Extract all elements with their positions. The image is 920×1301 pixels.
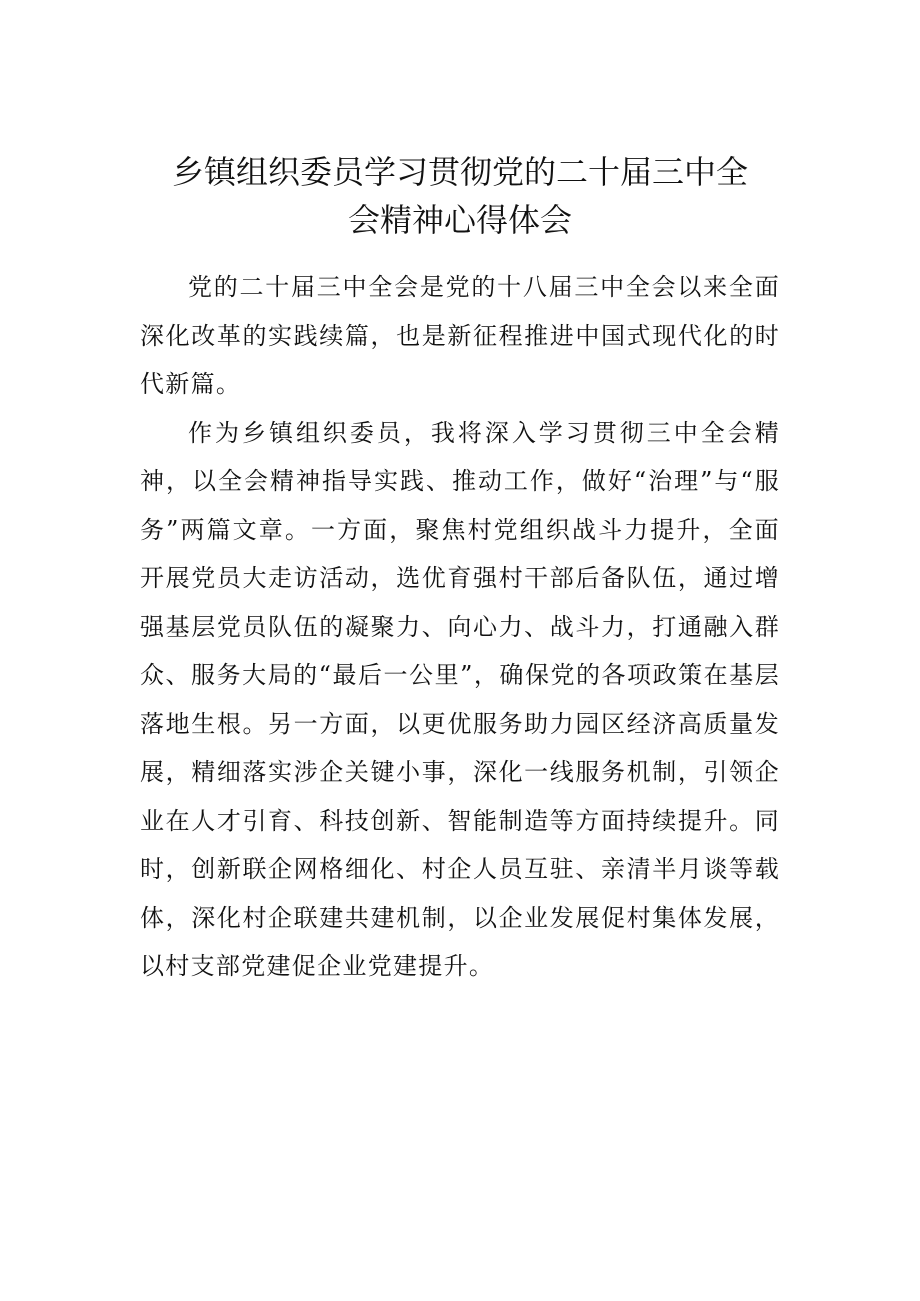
- document-title: [150, 148, 770, 244]
- paragraph-intro: 党的二十届三中全会是党的十八届三中全会以来全面深化改革的实践续篇，也是新征程推进中国式现代化的时代新篇。: [140, 273, 780, 398]
- title-line-1: 乡镇组织委员学习贯彻党的二十届三中全: [171, 153, 748, 191]
- document-body: [140, 263, 780, 991]
- paragraph-main: 作为乡镇组织委员，我将深入学习贯彻三中全会精神，以全会精神指导实践、推动工作，做好“治理”与“服务”两篇文章。一方面，聚焦村党组织战斗力提升，全面开展党员大走访活动，选优育强村干部后备队伍，通过增强基层党员队伍的凝聚力、向心力、战斗力，打通融入群众、服务大局的“最后一公里”，确保党的各项政策在基层落地生根。另一方面，以更优服务助力园区经济高质量发展，精细落实涉企关键小事，深化一线服务机制，引领企业在人才引育、科技创新、智能制造等方面持续提升。同时，创新联企网格细化、村企人员互驻、亲清半月谈等载体，深化村企联建共建机制，以企业发展促村集体发展，以村支部党建促企业党建提升。: [140, 418, 780, 980]
- title-line-2: 会精神心得体会: [347, 201, 572, 239]
